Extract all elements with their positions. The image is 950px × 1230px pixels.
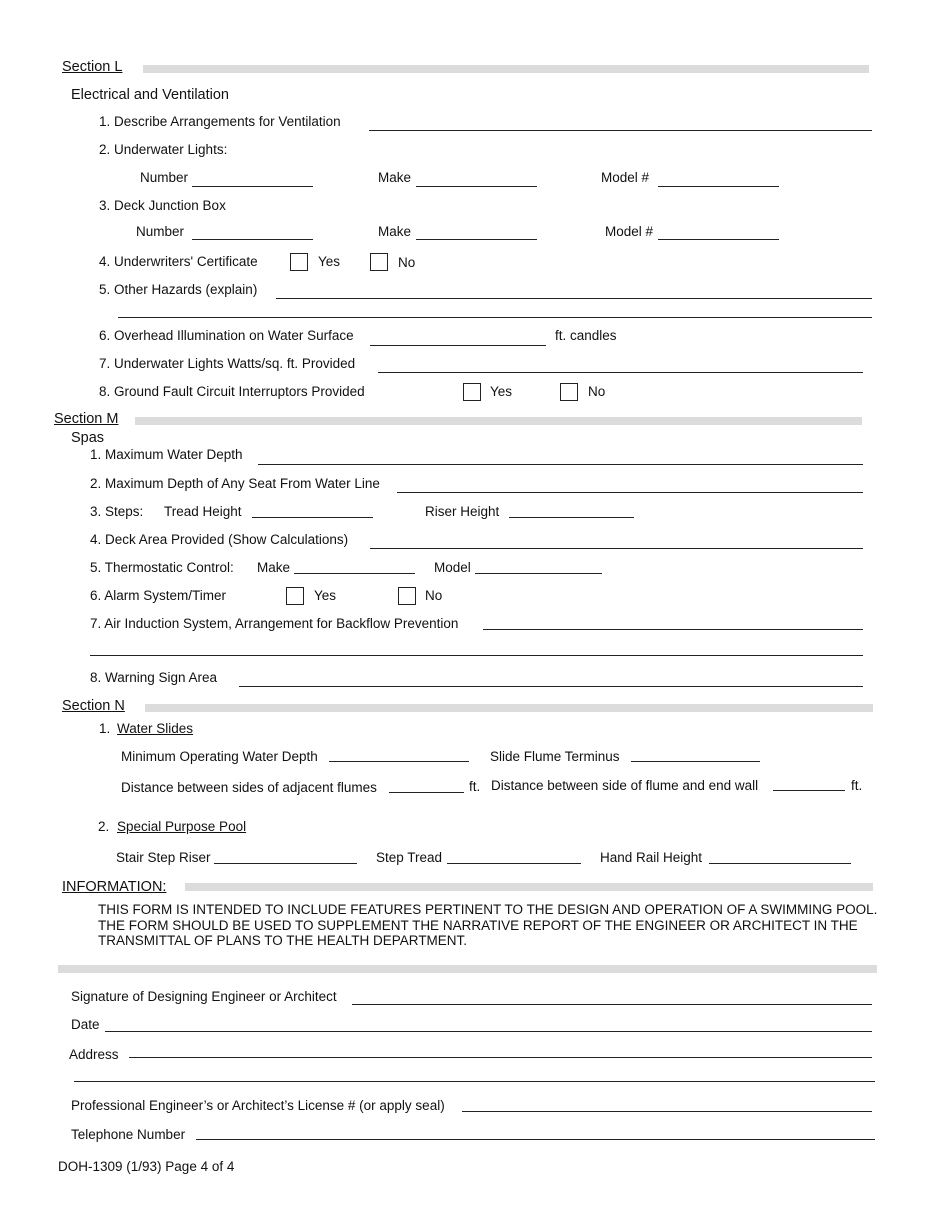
other-hazards-field-2[interactable]: [118, 317, 872, 318]
max-water-depth-field[interactable]: [258, 464, 863, 465]
telephone-label: Telephone Number: [71, 1127, 186, 1142]
section-m-bar: [135, 417, 862, 425]
divider-bar: [58, 965, 877, 973]
section-m-title: Section M: [54, 411, 119, 427]
ventilation-label: 1. Describe Arrangements for Ventilation: [99, 114, 341, 129]
address-label: Address: [69, 1047, 119, 1062]
underwriters-yes-label: Yes: [318, 254, 341, 269]
thermostatic-make-label: Make: [257, 560, 291, 575]
water-slides-title: Water Slides: [117, 721, 194, 736]
section-n-bar: [145, 704, 873, 712]
distance-wall-field[interactable]: [773, 790, 845, 791]
deck-junction-label: 3. Deck Junction Box: [99, 198, 226, 213]
license-label: Professional Engineer’s or Architect’s License # (or apply seal): [71, 1098, 445, 1113]
distance-adjacent-unit: ft.: [469, 779, 481, 794]
footer-form-id: DOH-1309 (1/93) Page 4 of 4: [58, 1159, 235, 1174]
thermostatic-make-field[interactable]: [294, 573, 415, 574]
hand-rail-height-label: Hand Rail Height: [600, 850, 703, 865]
lights-number-field[interactable]: [192, 186, 313, 187]
date-label: Date: [71, 1017, 100, 1032]
air-induction-field[interactable]: [483, 629, 863, 630]
stair-step-riser-label: Stair Step Riser: [116, 850, 211, 865]
slide-flume-terminus-field[interactable]: [631, 761, 760, 762]
gfci-yes-label: Yes: [490, 384, 513, 399]
other-hazards-field[interactable]: [276, 298, 872, 299]
underwriters-no-checkbox[interactable]: [370, 253, 388, 271]
junction-model-field[interactable]: [658, 239, 779, 240]
alarm-yes-checkbox[interactable]: [286, 587, 304, 605]
underwriters-label: 4. Underwriters' Certificate: [99, 254, 258, 269]
ft-candles-unit: ft. candles: [555, 328, 617, 343]
stair-step-riser-field[interactable]: [214, 863, 357, 864]
riser-height-field[interactable]: [509, 517, 634, 518]
other-hazards-label: 5. Other Hazards (explain): [99, 282, 258, 297]
min-operating-depth-field[interactable]: [329, 761, 469, 762]
min-operating-depth-label: Minimum Operating Water Depth: [121, 749, 318, 764]
step-tread-label: Step Tread: [376, 850, 443, 865]
max-water-depth-label: 1. Maximum Water Depth: [90, 447, 243, 462]
section-l-bar: [143, 65, 869, 73]
step-tread-field[interactable]: [447, 863, 581, 864]
lights-model-field[interactable]: [658, 186, 779, 187]
lights-model-label: Model #: [601, 170, 650, 185]
section-m-subtitle: Spas: [71, 430, 105, 446]
special-pool-number: 2.: [98, 819, 110, 834]
riser-height-label: Riser Height: [425, 504, 500, 519]
gfci-label: 8. Ground Fault Circuit Interruptors Provided: [99, 384, 365, 399]
junction-model-label: Model #: [605, 224, 654, 239]
deck-area-field[interactable]: [370, 548, 863, 549]
max-seat-depth-field[interactable]: [397, 492, 863, 493]
watts-field[interactable]: [378, 372, 863, 373]
underwriters-yes-checkbox[interactable]: [290, 253, 308, 271]
address-field[interactable]: [129, 1057, 872, 1058]
date-field[interactable]: [105, 1031, 872, 1032]
thermostatic-model-label: Model: [434, 560, 471, 575]
junction-make-label: Make: [378, 224, 412, 239]
thermostatic-model-field[interactable]: [475, 573, 602, 574]
air-induction-label: 7. Air Induction System, Arrangement for Backflow Prevention: [90, 616, 459, 631]
junction-make-field[interactable]: [416, 239, 537, 240]
underwater-lights-label: 2. Underwater Lights:: [99, 142, 228, 157]
alarm-yes-label: Yes: [314, 588, 337, 603]
hand-rail-height-field[interactable]: [709, 863, 851, 864]
lights-make-label: Make: [378, 170, 412, 185]
distance-wall-label: Distance between side of flume and end wall: [491, 778, 759, 793]
signature-label: Signature of Designing Engineer or Architect: [71, 989, 337, 1004]
underwriters-no-label: No: [398, 255, 416, 270]
lights-make-field[interactable]: [416, 186, 537, 187]
alarm-label: 6. Alarm System/Timer: [90, 588, 227, 603]
max-seat-depth-label: 2. Maximum Depth of Any Seat From Water Line: [90, 476, 380, 491]
distance-adjacent-field[interactable]: [389, 792, 464, 793]
information-bar: [185, 883, 873, 891]
distance-adjacent-label: Distance between sides of adjacent flumes: [121, 780, 377, 795]
distance-wall-unit: ft.: [851, 778, 863, 793]
address-field-2[interactable]: [74, 1081, 875, 1082]
junction-number-label: Number: [136, 224, 185, 239]
overhead-illumination-field[interactable]: [370, 345, 546, 346]
tread-height-field[interactable]: [252, 517, 373, 518]
junction-number-field[interactable]: [192, 239, 313, 240]
deck-area-label: 4. Deck Area Provided (Show Calculations): [90, 532, 349, 547]
section-l-title: Section L: [62, 59, 123, 75]
gfci-no-label: No: [588, 384, 606, 399]
watts-label: 7. Underwater Lights Watts/sq. ft. Provided: [99, 356, 356, 371]
telephone-field[interactable]: [196, 1139, 875, 1140]
information-title: INFORMATION:: [62, 879, 167, 895]
ventilation-field[interactable]: [369, 130, 872, 131]
alarm-no-checkbox[interactable]: [398, 587, 416, 605]
water-slides-number: 1.: [99, 721, 111, 736]
section-l-subtitle: Electrical and Ventilation: [71, 87, 229, 103]
warning-sign-label: 8. Warning Sign Area: [90, 670, 218, 685]
gfci-no-checkbox[interactable]: [560, 383, 578, 401]
license-field[interactable]: [462, 1111, 872, 1112]
overhead-illumination-label: 6. Overhead Illumination on Water Surface: [99, 328, 354, 343]
slide-flume-terminus-label: Slide Flume Terminus: [490, 749, 620, 764]
information-text: THIS FORM IS INTENDED TO INCLUDE FEATURES PERTINENT TO THE DESIGN AND OPERATION OF A SWIMMING POOL. THE FORM SHOULD BE USED TO SUPPLEMENT THE NARRATIVE REPORT OF THE ENGINEER OR ARCHITECT IN THE TRANSMITTAL OF PLANS TO THE HEALTH DEPARTMENT.: [98, 902, 878, 948]
signature-field[interactable]: [352, 1004, 872, 1005]
section-n-title: Section N: [62, 698, 125, 714]
alarm-no-label: No: [425, 588, 443, 603]
gfci-yes-checkbox[interactable]: [463, 383, 481, 401]
special-pool-title: Special Purpose Pool: [117, 819, 247, 834]
lights-number-label: Number: [140, 170, 189, 185]
thermostatic-label: 5. Thermostatic Control:: [90, 560, 234, 575]
air-induction-field-2[interactable]: [90, 655, 863, 656]
tread-height-label: Tread Height: [164, 504, 242, 519]
warning-sign-field[interactable]: [239, 686, 863, 687]
steps-label: 3. Steps:: [90, 504, 144, 519]
